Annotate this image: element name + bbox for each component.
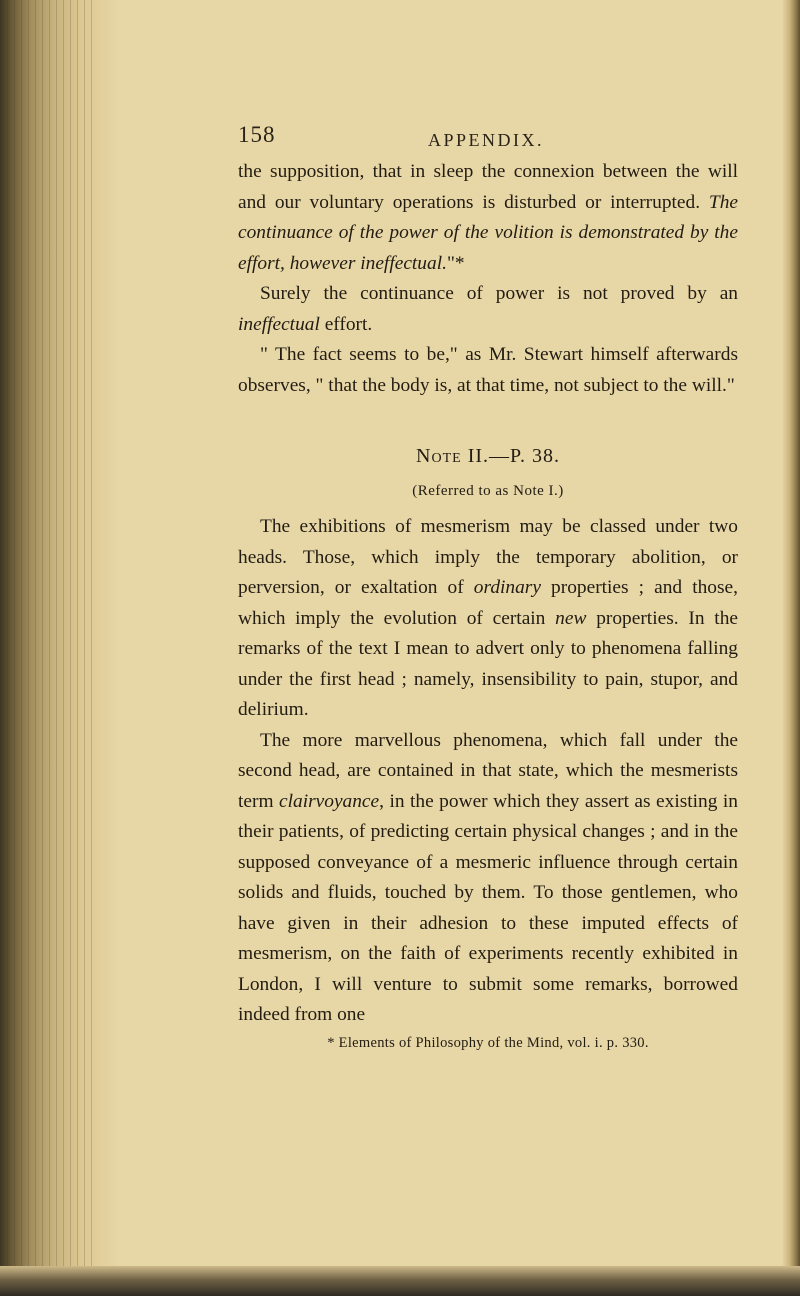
paragraph-2: Surely the continuance of power is not proved by an ineffectual effort.: [238, 283, 738, 335]
note-heading: Note II.—P. 38.: [416, 445, 560, 467]
page-body: [238, 157, 738, 1053]
running-head: APPENDIX.: [428, 130, 545, 150]
paragraph-1: the supposition, that in sleep the connexion between the will and our voluntary operations is disturbed or interrupted. The continuance of the power of the volition is demonstrated by the effort, however ineffectual."*: [238, 161, 738, 274]
note-subheading: (Referred to as Note I.): [412, 482, 564, 499]
footnote: * Elements of Philosophy of the Mind, vol. i. p. 330.: [327, 1034, 649, 1051]
paragraph-4: The exhibitions of mesmerism may be classed under two heads. Those, which imply the temporary abolition, or perversion, or exaltation of ordinary properties ; and those, which imply the evolution of certain new properties. In the remarks of the text I mean to advert only to phenomena falling under the first head ; namely, insensibility to pain, stupor, and delirium.: [238, 516, 738, 720]
paragraph-3: " The fact seems to be," as Mr. Stewart himself afterwards observes, " that the body is, at that time, not subject to the will.": [238, 344, 738, 396]
page-number: 158: [238, 122, 276, 147]
paragraph-5: The more marvellous phenomena, which fall under the second head, are contained in that state, which the mesmerists term clairvoyance, in the power which they assert as existing in their patients, of predicting certain physical changes ; and in the supposed conveyance of a mesmeric influence through certain solids and fluids, touched by them. To those gentlemen, who have given in their adhesion to these imputed effects of mesmerism, on the faith of experiments recently exhibited in London, I will venture to submit some remarks, borrowed indeed from one: [238, 729, 739, 1025]
